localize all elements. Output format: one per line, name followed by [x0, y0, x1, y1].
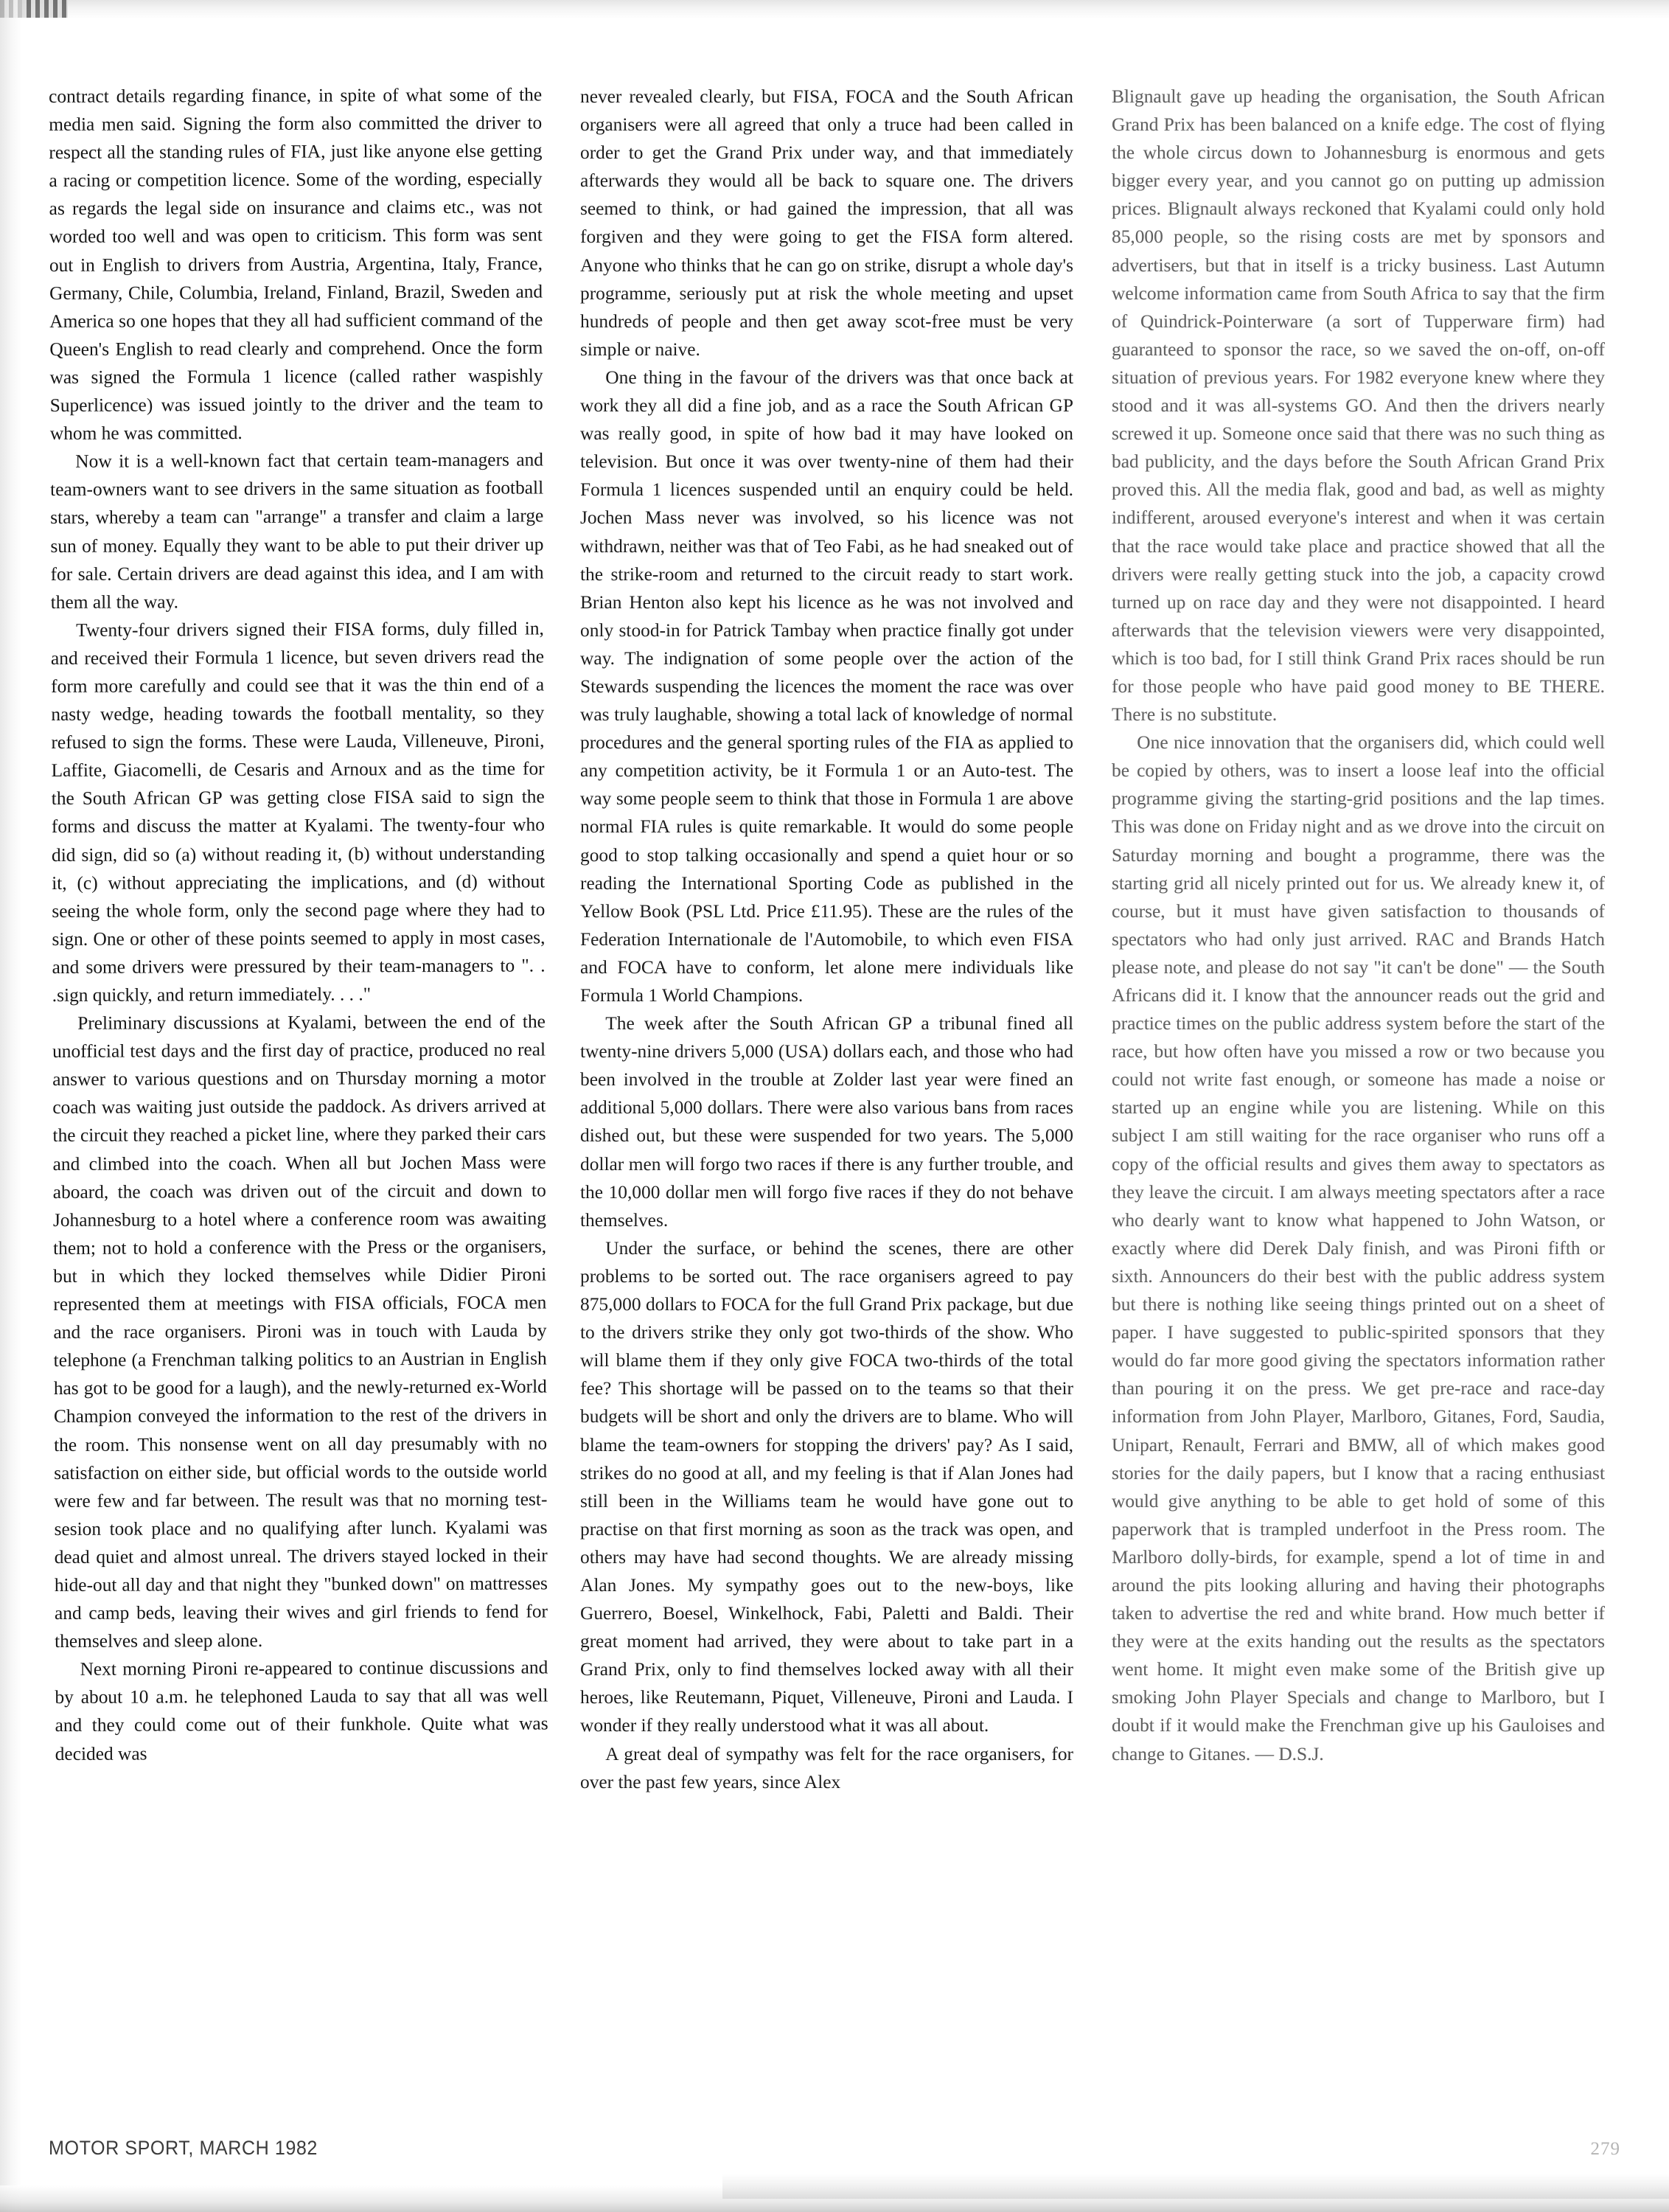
scan-left-edge-artifact [0, 0, 22, 2212]
scan-top-edge-artifact [0, 0, 1669, 19]
text-column-2 [580, 83, 1073, 2073]
article-body [49, 83, 1606, 2073]
paragraph: Blignault gave up heading the organisation, the South African Grand Prix has been balanced on a knife edge. The cost of flying the whole circus down to Johannesburg is enormous and gets bigger every year, and you cannot go on putting up admission prices. Blignault always reckoned that Kyalami could only hold 85,000 people, so the rising costs are met by sponsors and advertisers, but that in itself is a tricky business. Last Autumn welcome information came from South Africa to say that the firm of Quindrick-Pointerware (a sort of Tupperware firm) had guaranteed to sponsor the race, so we saved the on-off, on-off situation of previous years. For 1982 everyone knew where they stood and it was all-systems GO. And then the drivers nearly screwed it up. Someone once said that there was no such thing as bad publicity, and the days before the South African Grand Prix proved this. All the media flak, good and bad, as well as mighty indifferent, aroused everyone's interest and when it was certain that the race would take place and practice showed that all the drivers were really getting stuck into the job, a capacity crowd turned up on race day and they were not disappointed. I heard afterwards that the television viewers were very disappointed, which is too bad, for I still think Grand Prix races should be run for those people who have paid good money to BE THERE. There is no substitute. [1112, 86, 1605, 726]
paragraph: The week after the South African GP a tribunal fined all twenty-nine drivers 5,000 (USA) dollars each, and those who had been involved in the trouble at Zolder last year were fined an additional 5,000 dollars. There were also various bans from races dished out, but these were suspended for two years. The 5,000 dollar men will forgo two races if there is any further trouble, and the 10,000 dollar men will forgo five races if they do not behave themselves. [580, 1013, 1073, 1231]
paragraph: Next morning Pironi re-appeared to continue discussions and by about 10 a.m. he telephoned Lauda to say that all was well and they could come out of their funkhole. Quite what was decided was [55, 1657, 548, 1764]
paragraph: Preliminary discussions at Kyalami, between the end of the unofficial test days and the first day of practice, produced no real answer to various questions and on Thursday morning a motor coach was waiting just outside the paddock. As drivers arrived at the circuit they reached a picket line, where they parked their cars and climbed into the coach. When all but Jochen Mass were aboard, the coach was driven out of the circuit and down to Johannesburg to a hotel where a conference room was awaiting them; not to hold a conference with the Press or the organisers, but in which they locked themselves while Didier Pironi represented them at meetings with FISA officials, FOCA men and the race organisers. Pironi was in touch with Lauda by telephone (a Frenchman talking politics to an Austrian in English has got to be good for a laugh), and the newly-returned ex-World Champion conveyed the information to the rest of the drivers in the room. This nonsense went on all day presumably with no satisfaction on either side, but official words to the outside world were few and far between. The result was that no morning test-sesion took place and no qualifying after lunch. Kyalami was dead quiet and almost unreal. The drivers stayed locked in their hide-out all day and that night they "bunked down" on mattresses and camp beds, leaving their wives and girl friends to fend for themselves and sleep alone. [52, 1011, 548, 1652]
paragraph: A great deal of sympathy was felt for the race organisers, for over the past few years, since Alex [580, 1743, 1073, 1792]
paragraph: Now it is a well-known fact that certain team-managers and team-owners want to see drivers in the same situation as football stars, whereby a team can "arrange" a transfer and claim a large sun of money. Equally they want to be able to put their driver up for sale. Certain drivers are dead against this idea, and I am with them all the way. [50, 449, 544, 613]
text-column-1 [49, 80, 549, 2073]
paragraph: Under the surface, or behind the scenes, there are other problems to be sorted out. The race organisers agreed to pay 875,000 dollars to FOCA for the full Grand Prix package, but due to the drivers strike they only got two-thirds of the show. Who will blame them if they only give FOCA two-thirds of the total fee? This shortage will be passed on to the teams so that their budgets will be short and only the drivers are to blame. Who will blame the team-owners for stopping the drivers' pay? As I said, strikes do no good at all, and my feeling is that if Alan Jones had still been in the Williams team he would have gone out to practise on that first morning as soon as the track was open, and others may have had second thoughts. We are already missing Alan Jones. My sympathy goes out to the new-boys, like Guerrero, Boesel, Winkelhock, Fabi, Paletti and Baldi. Their great moment had arrived, they were about to take part in a Grand Prix, only to find themselves locked away with all their heroes, like Reutemann, Piquet, Villeneuve, Pironi and Lauda. I wonder if they really understood what it was all about. [580, 1237, 1073, 1736]
text-column-3 [1112, 83, 1605, 2073]
page-footer [49, 2137, 1620, 2160]
paragraph: One thing in the favour of the drivers was that once back at work they all did a fine job, and as a race the South African GP was really good, in spite of how bad it may have looked on television. But once it was over twenty-nine of them had their Formula 1 licences suspended until an enquiry could be held. Jochen Mass never was involved, so his licence was not withdrawn, neither was that of Teo Fabi, as he had sneaked out of the strike-room and returned to the circuit ready to start work. Brian Henton also kept his licence as he was not involved and only stood-in for Patrick Tambay when practice finally got under way. The indignation of some people over the action of the Stewards suspending the licences the moment the race was over was truly laughable, showing a total lack of knowledge of normal procedures and the general sporting rules of the FIA as applied to any competition activity, be it Formula 1 or an Auto-test. The way some people seem to think that those in Formula 1 are above normal FIA rules is quite remarkable. It would do some people good to stop talking occasionally and spend a quiet hour or so reading the International Sporting Code as published in the Yellow Book (PSL Ltd. Price £11.95). These are the rules of the Federation Internationale de l'Automobile, to which even FISA and FOCA have to conform, let alone mere individuals like Formula 1 World Champions. [580, 366, 1073, 1006]
paragraph: contract details regarding finance, in spite of what some of the media men said. Signing the form also committed the driver to respect all the standing rules of FIA, just like anyone else getting a racing or competition licence. Some of the wording, especially as regards the legal side on insurance and claims etc., was not worded too well and was open to criticism. This form was sent out in English to drivers from Austria, Argentina, Italy, France, Germany, Chile, Columbia, Ireland, Finland, Brazil, Sweden and America so one hopes that they all had sufficient command of the Queen's English to read clearly and comprehend. Once the form was signed the Formula 1 licence (called rather waspishly Superlicence) was issued jointly to the driver and the team to whom he was committed. [49, 84, 543, 445]
paragraph: Twenty-four drivers signed their FISA forms, duly filled in, and received their Formula 1 licence, but seven drivers read the form more carefully and could see that it was the thin end of a nasty wedge, heading towards the football mentality, so they refused to sign the forms. These were Lauda, Villeneuve, Pironi, Laffite, Giacomelli, de Cesaris and Arnoux and as the time for the South African GP was getting close FISA said to sign the forms and discuss the matter at Kyalami. The twenty-four who did sign, did so (a) without reading it, (b) without understanding it, (c) without appreciating the implications, and (d) without seeing the whole form, only the second page where they had to sign. One or other of these points seemed to apply in most cases, and some drivers were pressured by their team-managers to ". . .sign quickly, and return immediately. . . ." [50, 618, 546, 1006]
scan-bottom-blur-artifact [722, 2174, 1669, 2199]
paragraph: never revealed clearly, but FISA, FOCA and the South African organisers were all agreed that only a truce had been called in order to get the Grand Prix under way, and that immediately afterwards they would all be back to square one. The drivers seemed to think, or had gained the impression, that all was forgiven and they were going to get the FISA form altered. Anyone who thinks that he can go on strike, disrupt a whole day's programme, seriously put at risk the whole meeting and upset hundreds of people and then get away scot-free must be very simple or naive. [580, 86, 1073, 360]
footer-page-number: 279 [1590, 2139, 1620, 2159]
paragraph: One nice innovation that the organisers did, which could well be copied by others, was to insert a loose leaf into the official programme giving the starting-grid positions and the lap times. This was done on Friday night and as we drove into the circuit on Saturday morning and bought a programme, there was the starting grid all nicely printed out for us. We already knew it, of course, but it must have given satisfaction to thousands of spectators who had only just arrived. RAC and Brands Hatch please note, and please do not say "it can't be done" — the South Africans did it. I know that the announcer reads out the grid and practice times on the public address system before the start of the race, but how often have you missed a row or two because you could not write fast enough, or someone has made a noise or started up an engine while you are listening. While on this subject I am still waiting for the race organiser who runs off a copy of the official results and gives them away to spectators as they leave the circuit. I am always meeting spectators after a race who dearly want to know what happened to John Watson, or exactly where did Derek Daly finish, and was Pironi fifth or sixth. Announcers do their best with the public address system but there is nothing like seeing things printed out on a sheet of paper. I have suggested to public-spirited sponsors that they would do far more good giving the spectators information rather than pouring it on the press. We get pre-race and race-day information from John Player, Marlboro, Gitanes, Ford, Saudia, Unipart, Renault, Ferrari and BMW, all of which makes good stories for the daily papers, but I know that a racing enthusiast would give anything to be able to get hold of some of this paperwork that is trampled underfoot in the Press room. The Marlboro dolly-birds, for example, spend a lot of time in and around the pits looking alluring and having their photographs taken to advertise the red and white brand. How much better if they were at the exits handing out the results as the spectators went home. It might even make some of the British give up smoking John Player Specials and change to Marlboro, but I doubt if it would make the Frenchman give up his Gauloises and change to Gitanes. — D.S.J. [1112, 732, 1605, 1764]
footer-publication-title: MOTOR SPORT, MARCH 1982 [49, 2137, 318, 2159]
